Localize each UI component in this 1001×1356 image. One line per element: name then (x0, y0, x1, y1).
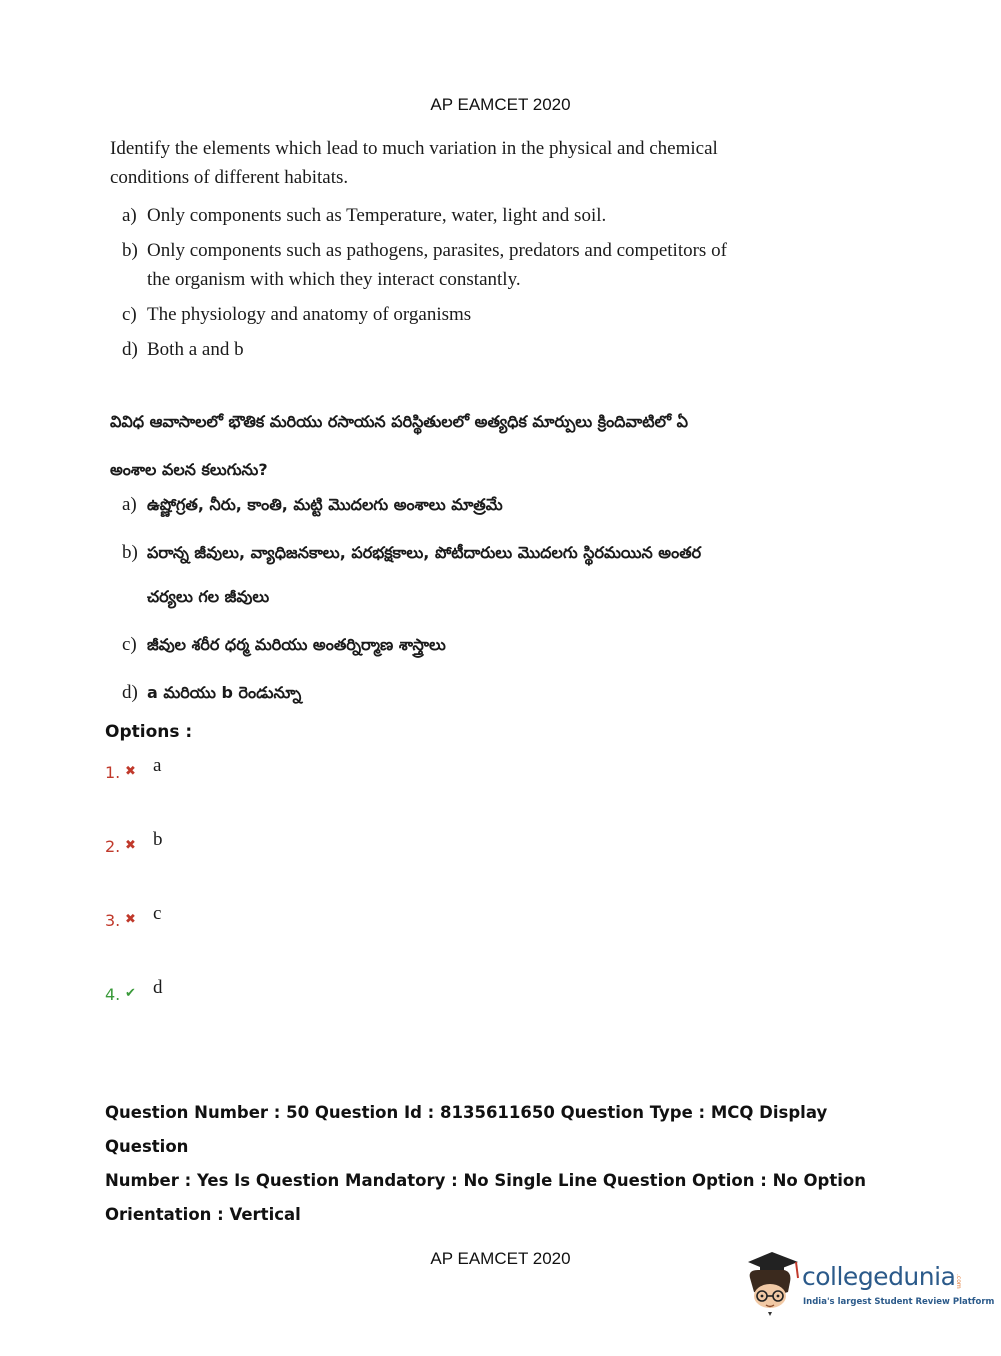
option-a-telugu (122, 483, 742, 527)
wrong-icon: ✖ (125, 912, 136, 927)
logo-name: collegedunia (802, 1262, 956, 1291)
option-b-english (122, 236, 742, 294)
choice-3 (105, 903, 161, 930)
option-label: b) (122, 542, 138, 563)
choice-1 (105, 755, 161, 782)
option-label: c) (122, 634, 137, 655)
choice-number: 2. (105, 837, 121, 856)
page-footer: AP EAMCET 2020 (430, 1249, 571, 1268)
option-label: a) (122, 494, 137, 515)
option-label: a) (122, 205, 137, 226)
option-text: జీవుల శరీర ధర్మ మరియు అంతర్నిర్మాణ శాస్త్రాలు (147, 635, 446, 654)
option-label: d) (122, 682, 138, 703)
option-text: The physiology and anatomy of organisms (147, 304, 472, 325)
option-text: Only components such as Temperature, water, light and soil. (147, 205, 607, 226)
option-label: b) (122, 240, 138, 261)
logo-dotcom: .com (955, 1274, 962, 1289)
choice-number: 3. (105, 911, 121, 930)
option-d-telugu (122, 671, 742, 715)
mascot-icon (740, 1248, 802, 1318)
collegedunia-logo (740, 1248, 995, 1318)
option-c-telugu (122, 623, 742, 667)
wrong-icon: ✖ (125, 764, 136, 779)
choice-2 (105, 829, 163, 856)
option-text: పరాన్న జీవులు, వ్యాధిజనకాలు, పరభక్షకాలు, పోటీదారులు మొదలగు స్థిరమయిన అంతర చర్యలు గల జీవులు (147, 543, 702, 606)
question-text-telugu: వివిధ ఆవాసాలలో భౌతిక మరియు రసాయన పరిస్థితులలో అత్యధిక మార్పులు క్రిందివాటిలో ఏ అంశాల వలన కలుగును? (110, 412, 689, 479)
options-telugu (122, 483, 742, 719)
choice-value: b (153, 829, 163, 850)
page-header: AP EAMCET 2020 (430, 95, 571, 114)
option-text: Only components such as pathogens, parasites, predators and competitors of the organism with which they interact constantly. (147, 240, 727, 290)
options-english (122, 201, 742, 370)
choice-value: c (153, 903, 162, 924)
option-label: c) (122, 304, 137, 325)
wrong-icon: ✖ (125, 838, 136, 853)
options-title: Options : (105, 722, 193, 742)
option-label: d) (122, 339, 138, 360)
choice-value: d (153, 977, 163, 998)
question-metadata (105, 1096, 885, 1232)
choice-number: 4. (105, 985, 121, 1004)
choice-4 (105, 977, 163, 1004)
option-text: Both a and b (147, 339, 244, 360)
metadata-line: Orientation : Vertical (105, 1205, 301, 1224)
metadata-line: Question Number : 50 Question Id : 8135611650 Question Type : MCQ Display Question (105, 1103, 828, 1156)
option-d-english (122, 335, 742, 364)
logo-tagline: India's largest Student Review Platform (803, 1297, 995, 1307)
metadata-line: Number : Yes Is Question Mandatory : No Single Line Question Option : No Option (105, 1171, 866, 1190)
check-icon: ✔ (125, 986, 136, 1001)
choice-value: a (153, 755, 162, 776)
option-text: ఉష్ణోగ్రత, నీరు, కాంతి, మట్టి మొదలగు అంశాలు మాత్రమే (147, 495, 503, 514)
option-text: a మరియు b రెండున్నూ (147, 683, 302, 702)
question-text-english: Identify the elements which lead to much variation in the physical and chemical conditions of different habitats. (110, 138, 718, 188)
option-b-telugu (122, 531, 742, 619)
option-c-english (122, 300, 742, 329)
option-a-english (122, 201, 742, 230)
choice-number: 1. (105, 763, 121, 782)
